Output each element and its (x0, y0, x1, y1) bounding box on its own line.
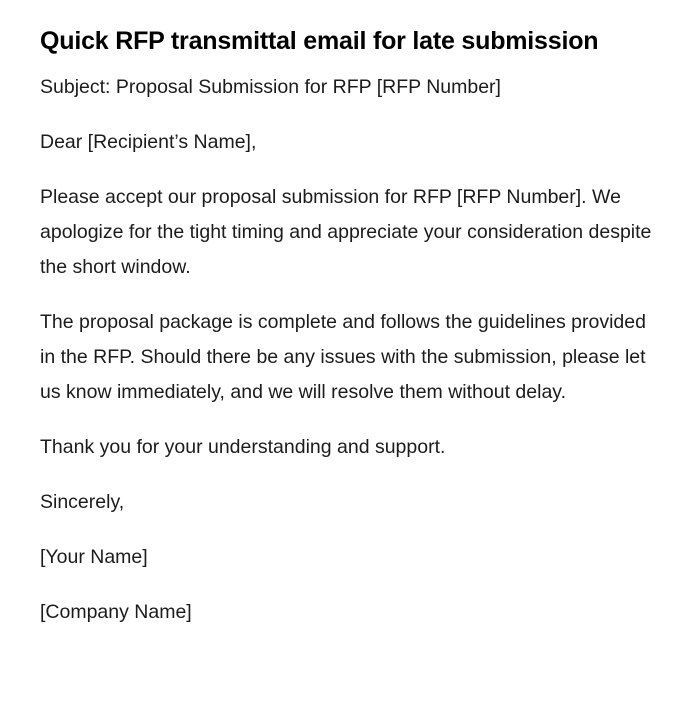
document-title: Quick RFP transmittal email for late submission (40, 27, 599, 55)
email-body-paragraph-1: Please accept our proposal submission for RFP [RFP Number]. We apologize for the tight timing and appreciate your consideration despite the short window. (40, 186, 657, 278)
email-thanks-line: Thank you for your understanding and support. (40, 436, 446, 458)
email-salutation: Dear [Recipient’s Name], (40, 131, 257, 153)
email-closing: Sincerely, (40, 491, 125, 513)
email-template-document (40, 24, 660, 650)
signature-company: [Company Name] (40, 601, 192, 623)
email-subject-line: Subject: Proposal Submission for RFP [RFP Number] (40, 76, 501, 98)
email-body-paragraph-2: The proposal package is complete and follows the guidelines provided in the RFP. Should there be any issues with the submission, please let us know immediately, and we will resolve them without delay. (40, 311, 652, 403)
signature-name: [Your Name] (40, 546, 148, 568)
